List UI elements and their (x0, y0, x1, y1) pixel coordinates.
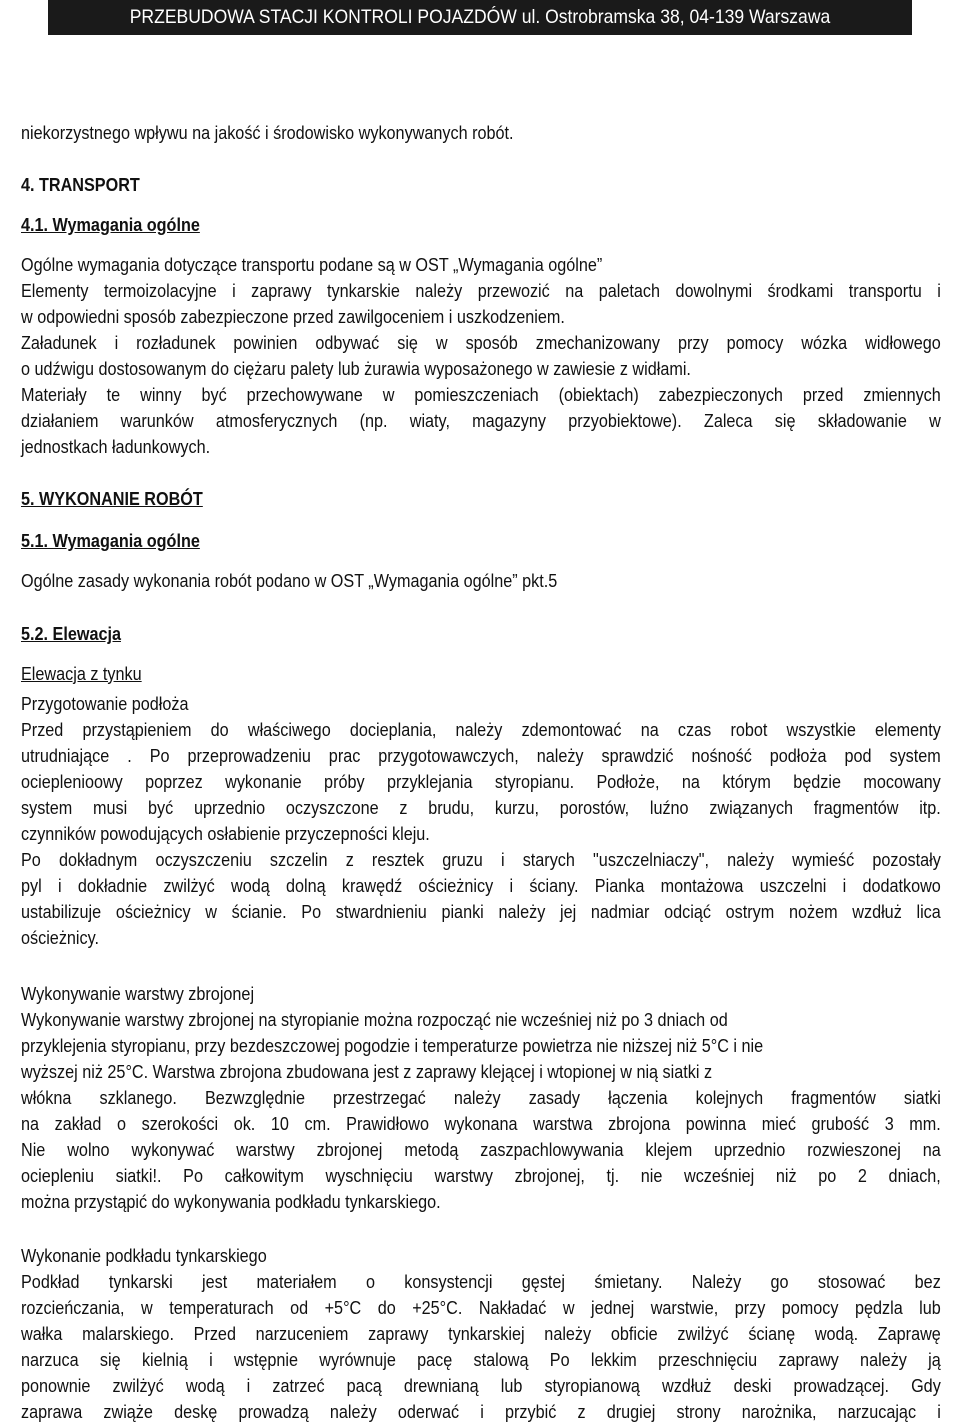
paragraph-line: narzuca się kielnią i wstępnie wyrównuje pacę stalową Po lekkim przeschnięciu zaprawy należy ją (21, 1350, 941, 1370)
section-4-1-heading: 4.1. Wymagania ogólne (21, 215, 200, 235)
paragraph-line: działaniem warunków atmosferycznych (np. wiaty, magazyny przyobiektowe). Zaleca się składowanie w (21, 411, 941, 431)
paragraph-line: ponownie zwilżyć wodą i zatrzeć pacą drewnianą lub styropianową wzdłuż deski prowadzącej. Gdy (21, 1376, 941, 1396)
paragraph-line: Wykonywanie warstwy zbrojonej na styropianie można rozpocząć nie wcześniej niż po 3 dniach od (21, 1010, 728, 1030)
paragraph-line: jednostkach ładunkowych. (21, 437, 211, 457)
paragraph-line: Podkład tynkarski jest materiałem o konsystencji gęstej śmietany. Należy go stosować bez (21, 1272, 941, 1292)
paragraph-line: Przed przystąpieniem do właściwego docieplania, należy zdemontować na czas robot wszystkie elementy (21, 720, 941, 740)
paragraph-line: przyklejenia styropianu, przy bezdeszczowej pogodzie i temperaturze powietrza nie niższej niż 5°C i nie (21, 1036, 764, 1056)
paragraph-line: czynników powodujących osłabienie przyczepności kleju. (21, 824, 430, 844)
paragraph-line: ociepleniu siatki!. Po całkowitym wyschnięciu warstwy zbrojonej, tj. nie wcześniej niż po 2 dniach, (21, 1166, 941, 1186)
paragraph-line: ustabilizuje ościeżnicy w ścianie. Po stwardnieniu pianki należy jej nadmiar odciąć ostrym nożem wzdłuż lica (21, 902, 941, 922)
paragraph-line: Ogólne zasady wykonania robót podano w OST „Wymagania ogólne” pkt.5 (21, 571, 558, 591)
paragraph-line: zaprawa zwiąże deskę prowadzą należy oderwać i przybić z drugiej strony narożnika, narzucając i (21, 1402, 941, 1422)
section-5-2-heading: 5.2. Elewacja (21, 624, 121, 644)
paragraph-line: ościeżnicy. (21, 928, 100, 948)
paragraph-line: niekorzystnego wpływu na jakość i środowisko wykonywanych robót. (21, 123, 514, 143)
paragraph-line: Załadunek i rozładunek powinien odbywać się w sposób zmechanizowany przy pomocy wózka widłowego (21, 333, 941, 353)
subheading-zbrojona: Wykonywanie warstwy zbrojonej (21, 984, 255, 1004)
paragraph-line: na zakład o szerokości ok. 10 cm. Prawidłowo wykonana warstwa zbrojona powinna mieć grubość 3 mm. (21, 1114, 941, 1134)
page-header: PRZEBUDOWA STACJI KONTROLI POJAZDÓW ul. Ostrobramska 38, 04-139 Warszawa (48, 0, 912, 35)
paragraph-line: wyższej niż 25°C. Warstwa zbrojona zbudowana jest z zaprawy klejącej i wtopionej w nią siatki z (21, 1062, 713, 1082)
subheading-podklad: Wykonanie podkładu tynkarskiego (21, 1246, 267, 1266)
section-5-1-heading: 5.1. Wymagania ogólne (21, 531, 200, 551)
paragraph-line: Materiały te winny być przechowywane w pomieszczeniach (obiektach) zabezpieczonych przed zmiennych (21, 385, 941, 405)
paragraph-line: Elementy termoizolacyjne i zaprawy tynkarskie należy przewozić na paletach dowolnymi środkami transportu i (21, 281, 941, 301)
paragraph-line: Ogólne wymagania dotyczące transportu podane są w OST „Wymagania ogólne” (21, 255, 603, 275)
paragraph-line: system musi być uprzednio oczyszczone z brudu, kurzu, porostów, luźno związanych fragmentów itp. (21, 798, 941, 818)
paragraph-line: można przystąpić do wykonywania podkładu tynkarskiego. (21, 1192, 441, 1212)
paragraph-line: rozcieńczania, w temperaturach od +5°C do +25°C. Nakładać w jednej warstwie, przy pomocy pędzla lub (21, 1298, 941, 1318)
subheading-podloze: Przygotowanie podłoża (21, 694, 189, 714)
paragraph-line: wałka malarskiego. Przed narzuceniem zaprawy tynkarskiej należy obficie zwilżyć ścianę wodą. Zaprawę (21, 1324, 941, 1344)
paragraph-line: o udźwigu dostosowanym do ciężaru palety lub żurawia wyposażonego w zawiesie z widłami. (21, 359, 691, 379)
paragraph-line: włókna szklanego. Bezwzględnie przestrzegać należy zasady łączenia kolejnych fragmentów siatki (21, 1088, 941, 1108)
paragraph-line: Po dokładnym oczyszczeniu szczelin z resztek gruzu i starych "uszczelniaczy", należy wymieść pozostały (21, 850, 941, 870)
paragraph-line: pyl i dokładnie zwilżyć wodą dolną krawędź ościeżnicy i ściany. Pianka montażowa uszczelni i dodatkowo (21, 876, 941, 896)
paragraph-line: Nie wolno wykonywać warstwy zbrojonej metodą zaszpachlowywania klejem uprzednio rozwieszonej na (21, 1140, 941, 1160)
paragraph-line: w odpowiedni sposób zabezpieczone przed zawilgoceniem i uszkodzeniem. (21, 307, 565, 327)
section-5-heading: 5. WYKONANIE ROBÓT (21, 489, 203, 509)
paragraph-line: utrudniające . Po przeprowadzeniu prac przygotowawczych, należy sprawdzić nośność podłoża pod system (21, 746, 941, 766)
paragraph-line: ocieplenioowy poprzez wykonanie próby przyklejania styropianu. Podłoże, na którym będzie mocowany (21, 772, 941, 792)
subheading-elewacja: Elewacja z tynku (21, 664, 142, 684)
section-4-heading: 4. TRANSPORT (21, 175, 140, 195)
